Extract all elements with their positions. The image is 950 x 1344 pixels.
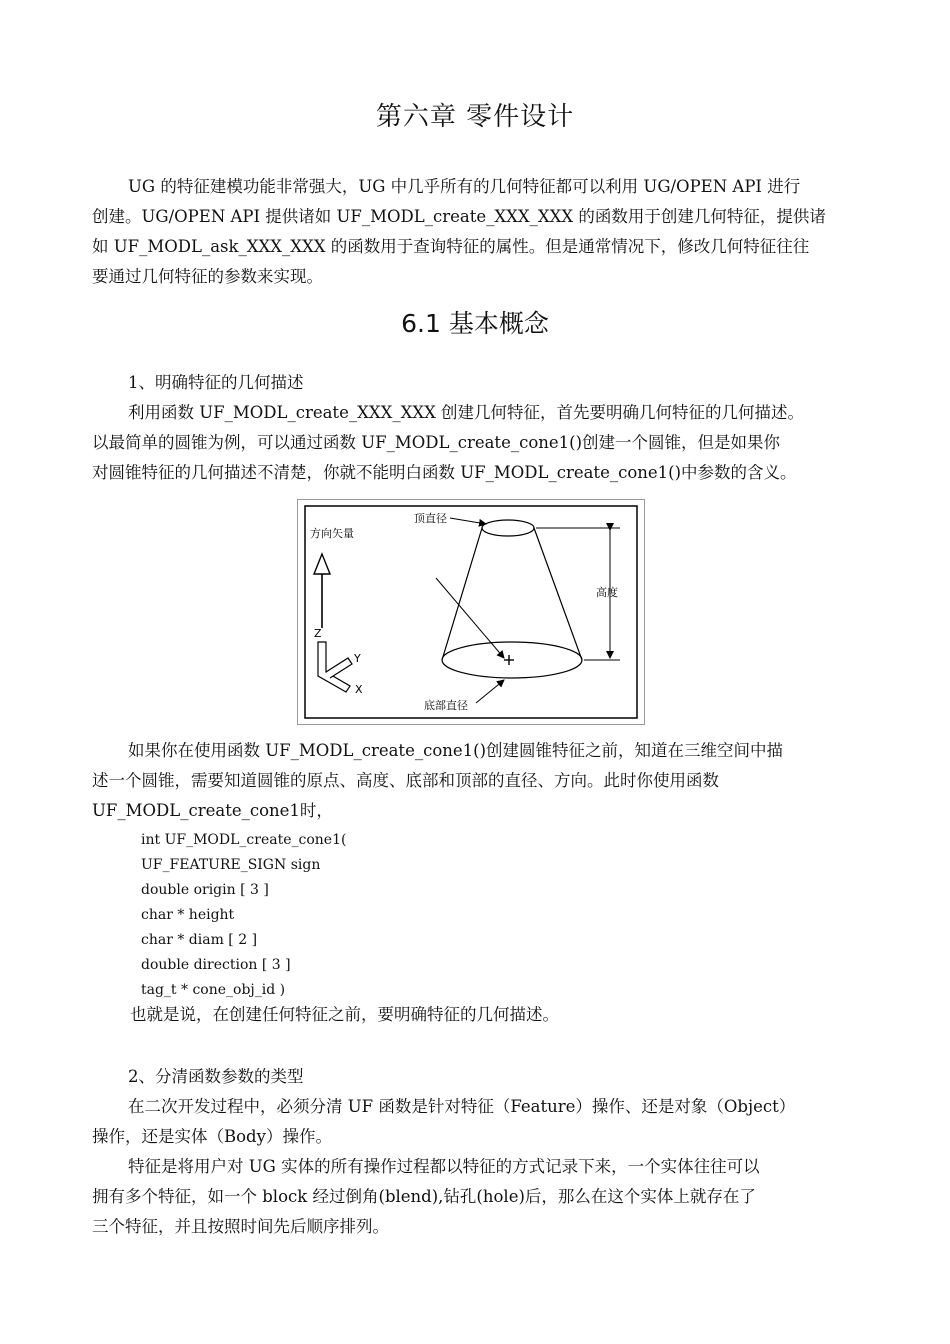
item2-line: 操作，还是实体（Body）操作。 [92, 1127, 332, 1146]
direction-vector-label: 方向矢量 [310, 527, 354, 540]
cone-left-edge [442, 528, 482, 660]
item2-line: 特征是将用户对 UG 实体的所有操作过程都以特征的方式记录下来，一个实体往往可以 [128, 1157, 760, 1176]
item1-heading: 1、明确特征的几何描述 [128, 373, 304, 392]
intro-line: 创建。UG/OPEN API 提供诸如 UF_MODL_create_XXX_XXX 的函数用于创建几何特征，提供诸 [92, 207, 826, 226]
item1-line: 以最简单的圆锥为例，可以通过函数 UF_MODL_create_cone1()创建一个圆锥，但是如果你 [92, 433, 781, 452]
top-diameter-pointer [450, 518, 486, 524]
bottom-diameter-label: 底部直径 [424, 699, 468, 712]
code-line: tag_t * cone_obj_id ) [141, 982, 286, 998]
item2-line: 在二次开发过程中，必须分清 UF 函数是针对特征（Feature）操作、还是对象（Object） [128, 1097, 796, 1116]
axis-z-label: Z [314, 627, 322, 640]
after-figure-line: 述一个圆锥，需要知道圆锥的原点、高度、底部和顶部的直径、方向。此时你使用函数 [92, 771, 719, 790]
axis-x-label: X [355, 683, 363, 696]
cone-top-ellipse [482, 520, 534, 536]
item1-line: 对圆锥特征的几何描述不清楚，你就不能明白函数 UF_MODL_create_cone1()中参数的含义。 [92, 463, 797, 482]
section-title: 6.1 基本概念 [401, 309, 549, 338]
code-line: double direction [ 3 ] [141, 957, 291, 973]
code-line: double origin [ 3 ] [141, 882, 269, 898]
axis-y-label: Y [354, 652, 361, 665]
item2-line: 拥有多个特征，如一个 block 经过倒角(blend),钻孔(hole)后，那么在这个实体上就存在了 [92, 1187, 756, 1206]
code-line: int UF_MODL_create_cone1( [141, 832, 347, 848]
intro-line: 如 UF_MODL_ask_XXX_XXX 的函数用于查询特征的属性。但是通常情况下，修改几何特征往往 [92, 237, 810, 256]
cone-right-edge [534, 528, 582, 660]
intro-line: UG 的特征建模功能非常强大，UG 中几乎所有的几何特征都可以利用 UG/OPEN API 进行 [128, 177, 801, 196]
item1-line: 利用函数 UF_MODL_create_XXX_XXX 创建几何特征，首先要明确几何特征的几何描述。 [128, 403, 805, 422]
after-figure-line: UF_MODL_create_cone1时， [92, 801, 333, 820]
bottom-diameter-pointer [476, 680, 504, 703]
height-label: 高度 [596, 586, 618, 599]
top-diameter-label: 顶直径 [414, 512, 447, 525]
code-line: UF_FEATURE_SIGN sign [141, 857, 321, 873]
cone-figure [297, 499, 645, 725]
chapter-title: 第六章 零件设计 [375, 102, 575, 132]
code-line: char * diam [ 2 ] [141, 932, 258, 948]
after-figure-line: 如果你在使用函数 UF_MODL_create_cone1()创建圆锥特征之前，知道在三维空间中描 [128, 741, 784, 760]
summary-line: 也就是说，在创建任何特征之前，要明确特征的几何描述。 [130, 1005, 559, 1024]
code-line: char * height [141, 907, 235, 923]
item2-heading: 2、分清函数参数的类型 [128, 1067, 304, 1086]
item2-line: 三个特征，并且按照时间先后顺序排列。 [92, 1217, 389, 1236]
cone-diagram [298, 500, 644, 724]
intro-line: 要通过几何特征的参数来实现。 [92, 267, 323, 286]
